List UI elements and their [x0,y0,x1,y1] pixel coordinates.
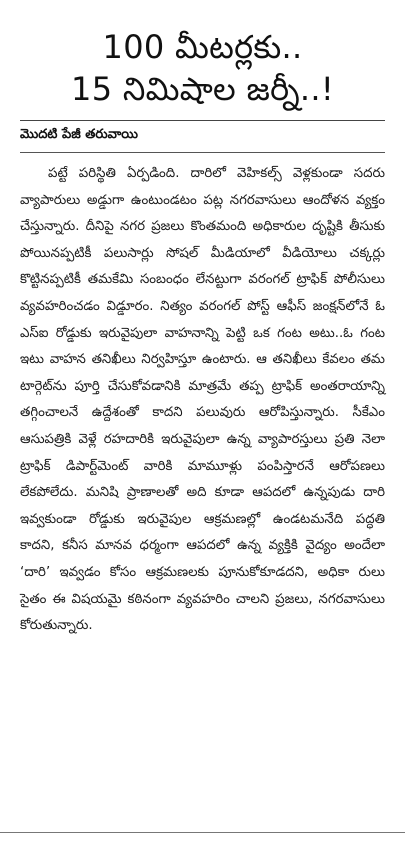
continuation-kicker: మొదటి పేజీ తరువాయి [20,127,138,142]
headline-line-1: 100 మీటర్లకు.. [102,28,303,66]
headline-line-2: 15 నిమిషాల జర్నీ..! [71,70,334,108]
kicker-divider [20,152,385,153]
headline-divider [20,120,385,121]
article-body: పట్టే పరిస్థితి ఏర్పడింది. దారిలో వెహికల్స్ వెళ్లకుండా సదరు వ్యాపారులు అడ్డుగా ఉంటుండటం పట్ల నగరవాసులు ఆందోళన వ్యక్తం చేస్తున్నారు. దీనిపై నగర ప్రజలు కొంతమంది అధికారుల దృష్టికి తీసుకు పోయినప్పటికీ పలుసార్లు సోషల్ మీడియాలో వీడియోలు చక్కర్లు కొట్టినప్పటికీ తమకేమి సంబంధం లేనట్టుగా వరంగల్ ట్రాఫిక్ పోలీసులు వ్యవహరించడం విడ్డూరం. నిత్యం వరంగల్ పోస్ట్ ఆఫీస్ జంక్షన్‌లోనే ఓ ఎస్ఐ రోడ్డుకు ఇరువైపులా వాహనాన్ని పెట్టి ఒక గంట అటు..ఓ గంట ఇటు వాహన తనిఖీలు నిర్వహిస్తూ ఉంటారు. ఆ తనిఖీలు కేవలం తమ టార్గెట్‌ను పూర్తి చేసుకోవడానికి మాత్రమే తప్ప ట్రాఫిక్ అంతరాయాన్ని తగ్గించాలనే ఉద్దేశంతో కాదని పలువురు ఆరోపిస్తున్నారు. సీకేఎం ఆసుపత్రికి వెళ్లే రహదారికి ఇరువైపులా ఉన్న వ్యాపారస్తులు ప్రతి నెలా ట్రాఫిక్ డిపార్ట్‌మెంట్ వారికి మామూళ్లు పంపిస్తారనే ఆరోపణలు లేకపోలేదు. మనిషి ప్రాణాలతో అది కూడా ఆపదలో ఉన్నపుడు దారి ఇవ్వకుండా రోడ్డుకు ఇరువైపుల ఆక్రమణల్లో ఉండటమనేది పద్ధతి కాదని, కనీస మానవ ధర్మంగా ఆపదలో ఉన్న వ్యక్తికి వైద్యం అందేలా ‘దారి’ ఇవ్వడం కోసం ఆక్రమణలకు పూనుకోకూడదని, అధికా రులు సైతం ఈ విషయమై కఠినంగా వ్యవహరిం చాలని ప్రజలు, నగరవాసులు కోరుతున్నారు. [20,166,385,634]
headline [0,0,405,110]
bottom-divider [0,832,405,833]
